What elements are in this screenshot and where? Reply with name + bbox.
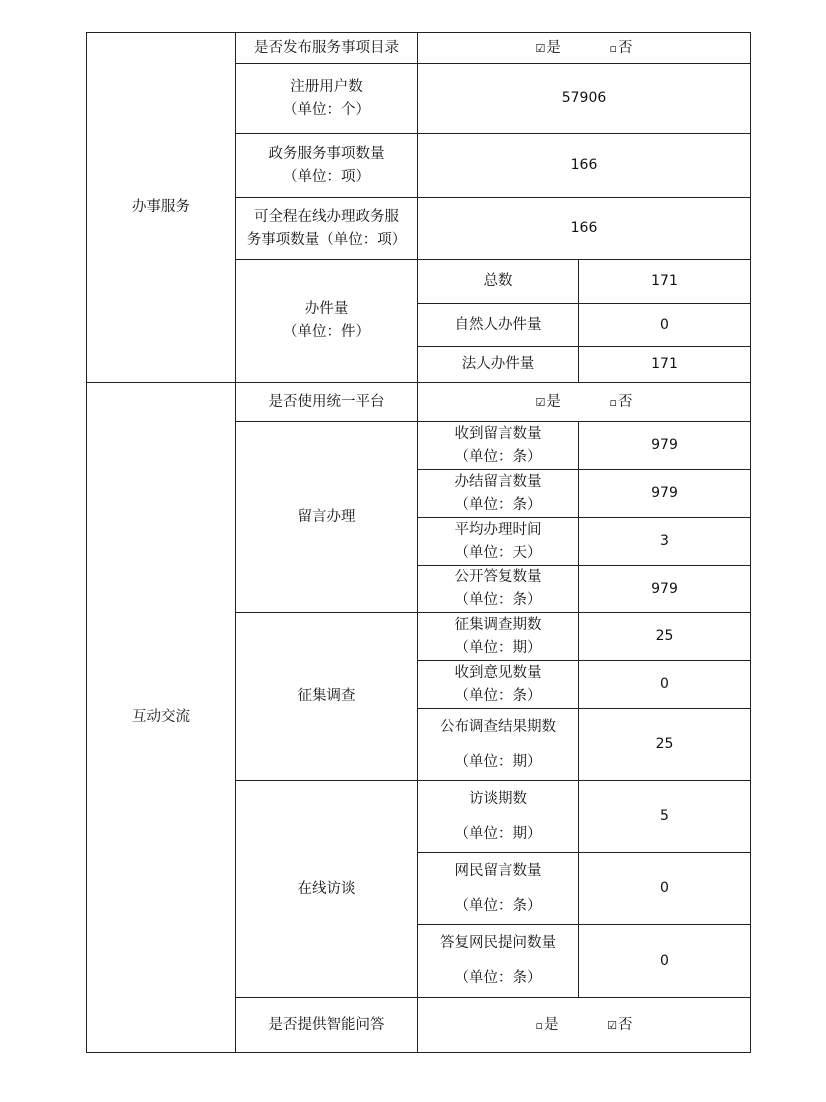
messages-row-value: 979 — [579, 422, 751, 470]
messages-label: 留言办理 — [236, 422, 418, 613]
survey-label: 征集调查 — [236, 613, 418, 781]
messages-row-value: 3 — [579, 518, 751, 566]
government-website-stats-table — [86, 32, 751, 1053]
survey-row-label: 征集调查期数 （单位：期） — [418, 613, 579, 661]
platform-option-no[interactable]: ▫否 — [609, 393, 633, 410]
messages-row-value: 979 — [579, 470, 751, 518]
platform-option-yes[interactable]: ☑是 — [535, 393, 561, 410]
messages-row-label: 平均办理时间 （单位：天） — [418, 518, 579, 566]
messages-row-value: 979 — [579, 566, 751, 613]
interview-row-label: 答复网民提问数量 （单位：条） — [418, 925, 579, 998]
survey-row-value: 0 — [579, 661, 751, 709]
messages-row-label: 收到留言数量 （单位：条） — [418, 422, 579, 470]
qa-label: 是否提供智能问答 — [236, 998, 418, 1053]
workload-row-value: 0 — [579, 304, 751, 347]
workload-row-value: 171 — [579, 260, 751, 304]
qa-option-yes[interactable]: ▫是 — [535, 1016, 559, 1033]
online-items-label: 可全程在线办理政务服 务事项数量（单位：项） — [236, 198, 418, 260]
checked-box-icon: ☑ — [535, 41, 546, 55]
workload-label: 办件量 （单位：件） — [236, 260, 418, 383]
unchecked-box-icon: ▫ — [535, 1018, 543, 1032]
checked-box-icon: ☑ — [535, 395, 546, 409]
checked-box-icon: ☑ — [607, 1018, 617, 1032]
workload-row-value: 171 — [579, 347, 751, 383]
qa-options — [418, 998, 751, 1053]
interview-row-value: 5 — [579, 781, 751, 853]
survey-row-label: 收到意见数量 （单位：条） — [418, 661, 579, 709]
interview-row-value: 0 — [579, 925, 751, 998]
platform-options — [418, 383, 751, 422]
unchecked-box-icon: ▫ — [609, 41, 617, 55]
service-items-label: 政务服务事项数量 （单位：项） — [236, 134, 418, 198]
interview-row-label: 访谈期数 （单位：期） — [418, 781, 579, 853]
service-items-value: 166 — [418, 134, 751, 198]
registered-users-value: 57906 — [418, 64, 751, 134]
registered-users-label: 注册用户数 （单位：个） — [236, 64, 418, 134]
catalog-option-yes[interactable]: ☑是 — [535, 39, 561, 56]
catalog-option-no[interactable]: ▫否 — [609, 39, 633, 56]
messages-row-label: 办结留言数量 （单位：条） — [418, 470, 579, 518]
online-items-value: 166 — [418, 198, 751, 260]
interview-row-label: 网民留言数量 （单位：条） — [418, 853, 579, 925]
workload-row-label: 总数 — [418, 260, 579, 304]
catalog-options — [418, 33, 751, 64]
workload-row-label: 自然人办件量 — [418, 304, 579, 347]
catalog-label: 是否发布服务事项目录 — [236, 33, 418, 64]
survey-row-value: 25 — [579, 709, 751, 781]
workload-row-label: 法人办件量 — [418, 347, 579, 383]
platform-label: 是否使用统一平台 — [236, 383, 418, 422]
survey-row-label: 公布调查结果期数 （单位：期） — [418, 709, 579, 781]
section-service: 办事服务 — [87, 33, 236, 383]
section-interaction: 互动交流 — [87, 383, 236, 1053]
qa-option-no[interactable]: ☑否 — [607, 1016, 633, 1033]
messages-row-label: 公开答复数量 （单位：条） — [418, 566, 579, 613]
survey-row-value: 25 — [579, 613, 751, 661]
unchecked-box-icon: ▫ — [609, 395, 617, 409]
interview-label: 在线访谈 — [236, 781, 418, 998]
interview-row-value: 0 — [579, 853, 751, 925]
